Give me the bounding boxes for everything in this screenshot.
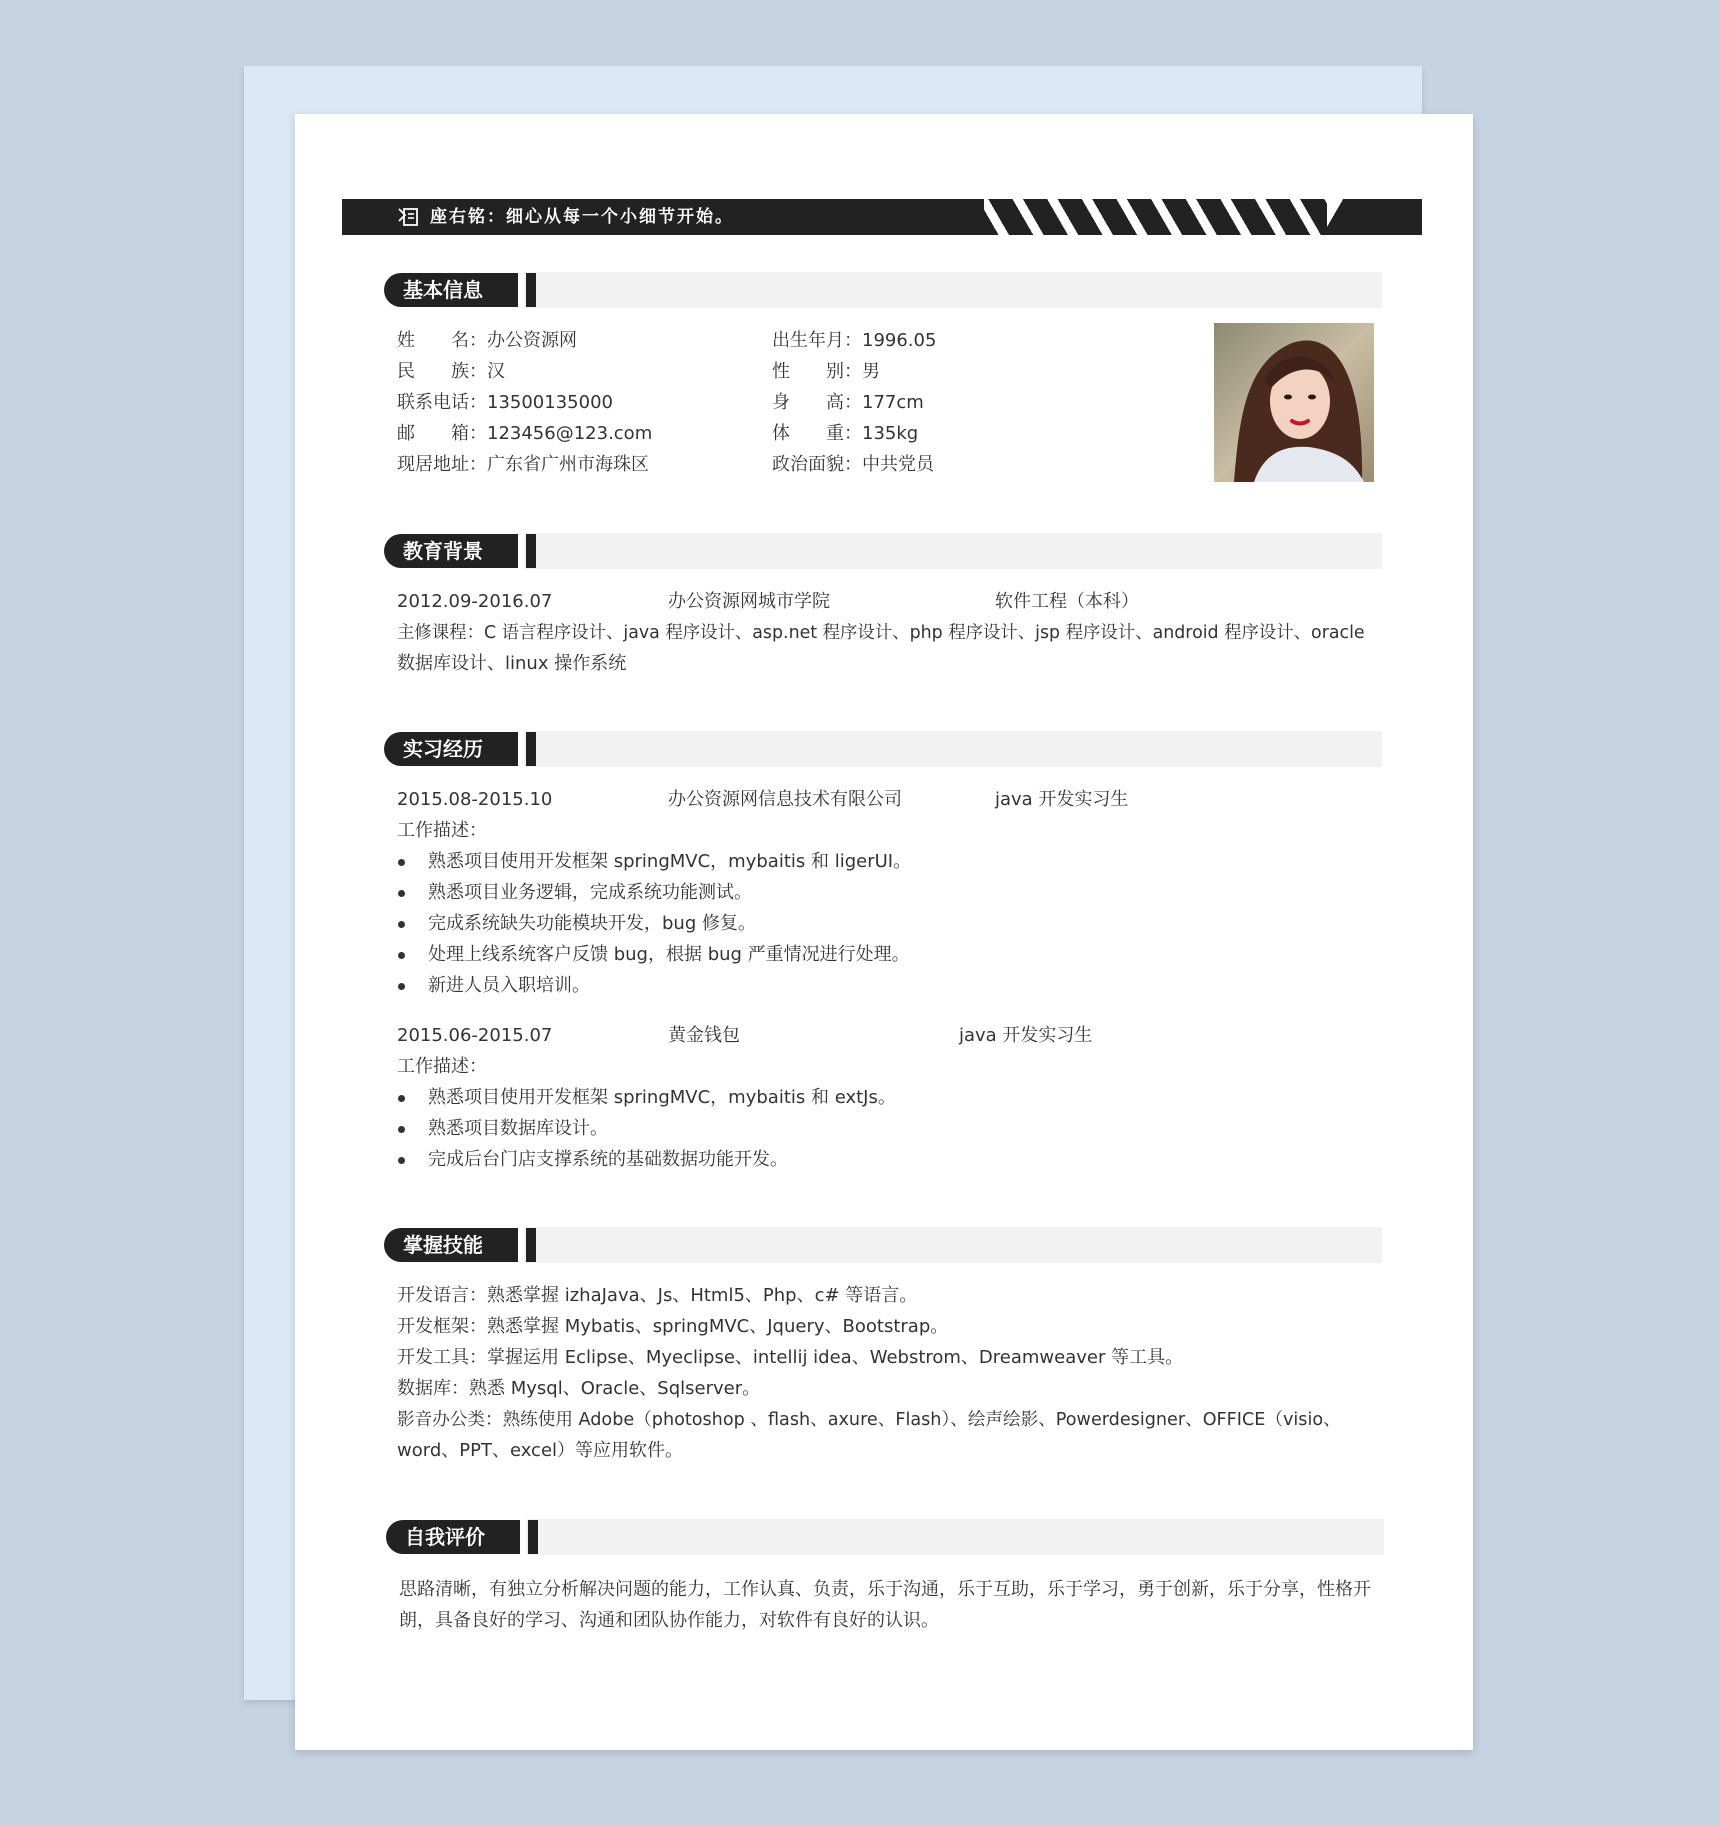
field-weight: 体 重：135kg (772, 423, 919, 444)
section-marker (526, 273, 536, 307)
section-header-self-eval (386, 1519, 1384, 1555)
section-bar (524, 533, 1382, 569)
internship-desc-label: 工作描述： (397, 820, 487, 841)
self-evaluation-text: 思路清晰，有独立分析解决问题的能力，工作认真、负责，乐于沟通，乐于互助，乐于学习，勇于创新，乐于分享，性格开朗，具备良好的学习、沟通和团队协作能力，对软件有良好的认识。 (399, 1579, 1371, 1631)
internship-desc-label: 工作描述： (397, 1056, 487, 1077)
education-period: 2012.09-2016.07 (397, 591, 553, 612)
internship-duty: 完成系统缺失功能模块开发，bug 修复。 (398, 910, 756, 938)
motto-banner (342, 199, 1422, 235)
internship-duty: 熟悉项目使用开发框架 springMVC，mybaitis 和 ligerUI。 (398, 848, 911, 876)
section-header-education (384, 533, 1382, 569)
skill-line: 影音办公类：熟练使用 Adobe（photoshop 、flash、axure、Flash）、绘声绘影、Powerdesigner、OFFICE（visio、 (397, 1410, 1341, 1430)
internship-company: 办公资源网信息技术有限公司 (668, 789, 902, 810)
skill-line: 开发框架：熟悉掌握 Mybatis、springMVC、Jquery、Bootstrap。 (397, 1316, 949, 1337)
field-birth: 出生年月：1996.05 (772, 330, 937, 351)
section-marker (526, 1228, 536, 1262)
decorative-stripes (964, 199, 1422, 235)
section-title: 基本信息 (384, 273, 518, 307)
field-politics: 政治面貌：中共党员 (772, 454, 934, 475)
education-courses-line-1: 主修课程：C 语言程序设计、java 程序设计、asp.net 程序设计、php 程序设计、jsp 程序设计、android 程序设计、oracle (397, 623, 1365, 643)
section-title: 掌握技能 (384, 1228, 518, 1262)
quote-note-icon (398, 206, 420, 228)
section-bar (524, 272, 1382, 308)
skill-line: 开发语言：熟悉掌握 izhaJava、Js、Html5、Php、c# 等语言。 (397, 1285, 918, 1306)
section-marker (526, 732, 536, 766)
resume-page (295, 114, 1473, 1750)
internship-role: java 开发实习生 (995, 789, 1129, 810)
field-email: 邮 箱：123456@123.com (397, 423, 653, 444)
section-marker (526, 534, 536, 568)
field-name: 姓 名：办公资源网 (397, 330, 577, 351)
section-header-skills (384, 1227, 1382, 1263)
profile-photo (1214, 323, 1374, 482)
skill-line: 数据库：熟悉 Mysql、Oracle、Sqlserver。 (397, 1378, 761, 1399)
motto-text: 座右铭：细心从每一个小细节开始。 (430, 207, 734, 227)
section-title: 教育背景 (384, 534, 518, 568)
internship-period: 2015.06-2015.07 (397, 1025, 553, 1046)
field-height: 身 高：177cm (772, 392, 924, 413)
education-school: 办公资源网城市学院 (668, 591, 830, 612)
section-bar (524, 731, 1382, 767)
field-address: 现居地址：广东省广州市海珠区 (397, 454, 649, 475)
section-bar (524, 1227, 1382, 1263)
internship-duty: 处理上线系统客户反馈 bug，根据 bug 严重情况进行处理。 (398, 941, 910, 969)
section-title: 自我评价 (386, 1520, 520, 1554)
internship-company: 黄金钱包 (668, 1025, 740, 1046)
education-courses-line-2: 数据库设计、linux 操作系统 (397, 653, 627, 674)
internship-role: java 开发实习生 (959, 1025, 1093, 1046)
internship-duty: 完成后台门店支撑系统的基础数据功能开发。 (398, 1146, 788, 1174)
portrait-illustration (1214, 323, 1374, 482)
section-title: 实习经历 (384, 732, 518, 766)
internship-duty: 熟悉项目业务逻辑，完成系统功能测试。 (398, 879, 752, 907)
skill-line: 开发工具：掌握运用 Eclipse、Myeclipse、intellij idea、Webstrom、Dreamweaver 等工具。 (397, 1347, 1184, 1368)
internship-duty: 熟悉项目数据库设计。 (398, 1115, 608, 1143)
skill-line: word、PPT、excel）等应用软件。 (397, 1440, 684, 1461)
internship-period: 2015.08-2015.10 (397, 789, 553, 810)
field-ethnicity: 民 族：汉 (397, 361, 505, 382)
section-header-basic (384, 272, 1382, 308)
field-gender: 性 别：男 (772, 361, 880, 382)
field-phone: 联系电话：13500135000 (397, 392, 613, 413)
internship-duty: 新进人员入职培训。 (398, 972, 590, 1000)
education-major: 软件工程（本科） (995, 591, 1139, 612)
section-marker (528, 1520, 538, 1554)
section-header-internship (384, 731, 1382, 767)
internship-duty: 熟悉项目使用开发框架 springMVC，mybaitis 和 extJs。 (398, 1084, 896, 1112)
section-bar (526, 1519, 1384, 1555)
